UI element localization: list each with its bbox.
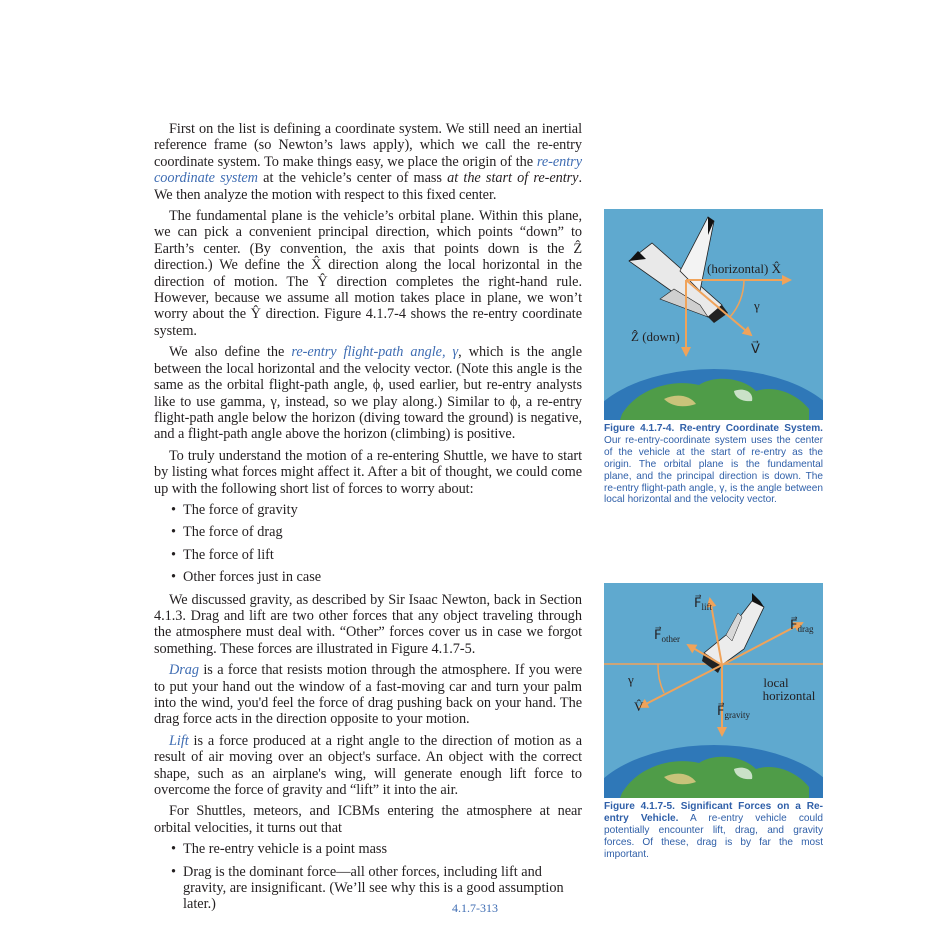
figure-caption: Figure 4.1.7-4. Re-entry Coordinate System. Our re-entry-coordinate system uses the center of the vehicle at the start of re-entry as the origin. The orbital plane is the fundamental plane, and the principal direction is down. The re-entry flight-path angle, γ, is the angle between local horizontal and the velocity vector. bbox=[604, 423, 823, 506]
paragraph-forces-intro: To truly understand the motion of a re-entering Shuttle, we have to start by listing what forces might affect it. After a bit of thought, we could come up with the following short list of forces to worry about: bbox=[154, 447, 582, 497]
gamma-label: γ bbox=[628, 672, 634, 687]
forces-list bbox=[154, 502, 582, 586]
paragraph-assumptions-intro: For Shuttles, meteors, and ICBMs entering the atmosphere at near orbital velocities, it turns out that bbox=[154, 803, 582, 836]
velocity-label: V⃗ bbox=[751, 341, 760, 356]
horizontal-label: horizontal bbox=[762, 688, 816, 703]
down-axis-label: Ẑ (down) bbox=[631, 329, 680, 344]
paragraph-lift: Lift is a force produced at a right angle to the direction of motion as a result of air moving over an object's surface. An object with the correct shape, such as an airplane's wing, will generate enough lift force to overcome the force of gravity and “lift” it into the air. bbox=[154, 732, 582, 799]
term-reentry-coordinate-system: re-entry coordinate system bbox=[154, 153, 582, 187]
caption-label: Figure 4.1.7-5. Significant Forces on a Re-entry Vehicle. bbox=[604, 801, 823, 824]
velocity-label: V̂ bbox=[634, 699, 644, 714]
term-lift: Lift bbox=[169, 732, 189, 749]
list-item: • The re-entry vehicle is a point mass bbox=[173, 841, 573, 857]
paragraph-drag: Drag is a force that resists motion through the atmosphere. If you were to put your hand out the window of a fast-moving car and turn your palm into the wind, you'd feel the force of drag pushing back on your hand. The drag force acts in the direction opposite to your motion. bbox=[154, 662, 582, 728]
paragraph-coordinate-system: First on the list is defining a coordinate system. We still need an inertial reference frame (so Newton’s laws apply), which we call the re-entry coordinate system. To make things easy, we place the origin of the re-entry coordinate system at the vehicle’s center of mass at the start of re-entry. We then analyze the motion with respect to this fixed center. bbox=[154, 121, 582, 203]
main-text-column bbox=[154, 121, 582, 919]
paragraph-fundamental-plane: The fundamental plane is the vehicle’s orbital plane. Within this plane, we can pick a convenient principal direction, which points “down” to Earth’s center. (By convention, the axis that points down is the Ẑ direction.) We define the X̂ direction along the local horizontal in the direction of motion. The Ŷ direction completes the right-hand rule. However, because we assume all motion takes place in plane, we won’t worry about the Ŷ direction. Figure 4.1.7-4 shows the re-entry coordinate system. bbox=[154, 208, 582, 339]
page-number: 4.1.7-313 bbox=[452, 901, 498, 915]
drag-force-label: $F⃗_{drag}$ bbox=[790, 617, 814, 634]
figure-forces-on-vehicle bbox=[604, 583, 823, 861]
caption-label: Figure 4.1.7-4. Re-entry Coordinate System. bbox=[604, 423, 823, 434]
coordinate-system-illustration bbox=[604, 209, 823, 420]
figure-caption: Figure 4.1.7-5. Significant Forces on a Re-entry Vehicle. A re-entry vehicle could potentially encounter lift, drag, and gravity forces. Of these, drag is by far the most important. bbox=[604, 801, 823, 860]
list-item: • The force of gravity bbox=[173, 502, 582, 518]
paragraph-gravity: We discussed gravity, as described by Sir Isaac Newton, back in Section 4.1.3. Drag and lift are two other forces that any object traveling through the atmosphere must deal with. “Other” forces cover us in case we forgot something. These forces are illustrated in Figure 4.1.7-5. bbox=[154, 591, 582, 657]
local-label: local bbox=[763, 675, 789, 690]
other-force-label: $F⃗_{other}$ bbox=[654, 627, 680, 644]
paragraph-flight-path-angle: We also define the re-entry flight-path angle, γ, which is the angle between the local horizontal and the velocity vector. (Note this angle is the same as the orbital flight-path angle, ϕ, used earlier, but re-entry analysts like to use gamma, γ, instead, so we play along.) Similar to ϕ, a re-entry flight-path angle below the horizon (diving toward the ground) is negative, and a flight-path angle above the horizon (climbing) is positive. bbox=[154, 344, 583, 443]
list-item: • The force of lift bbox=[173, 547, 582, 563]
horizontal-axis-label: (horizontal) X̂ bbox=[707, 261, 782, 276]
gravity-force-label: $F⃗_{gravity}$ bbox=[717, 703, 750, 720]
list-item: • Drag is the dominant force—all other forces, including lift and gravity, are insignificant. (We’ll see why this is a good assumption later.) bbox=[173, 864, 573, 913]
figure-reentry-coordinate-system bbox=[604, 209, 823, 506]
term-drag: Drag bbox=[169, 662, 199, 679]
list-item: • Other forces just in case bbox=[173, 569, 582, 585]
lift-force-label: $F⃗_{lift}$ bbox=[694, 595, 712, 612]
list-item: • The force of drag bbox=[173, 524, 582, 540]
term-flight-path-angle: re-entry flight-path angle, γ bbox=[291, 344, 459, 361]
forces-illustration bbox=[604, 583, 823, 798]
gamma-label: γ bbox=[754, 298, 760, 313]
